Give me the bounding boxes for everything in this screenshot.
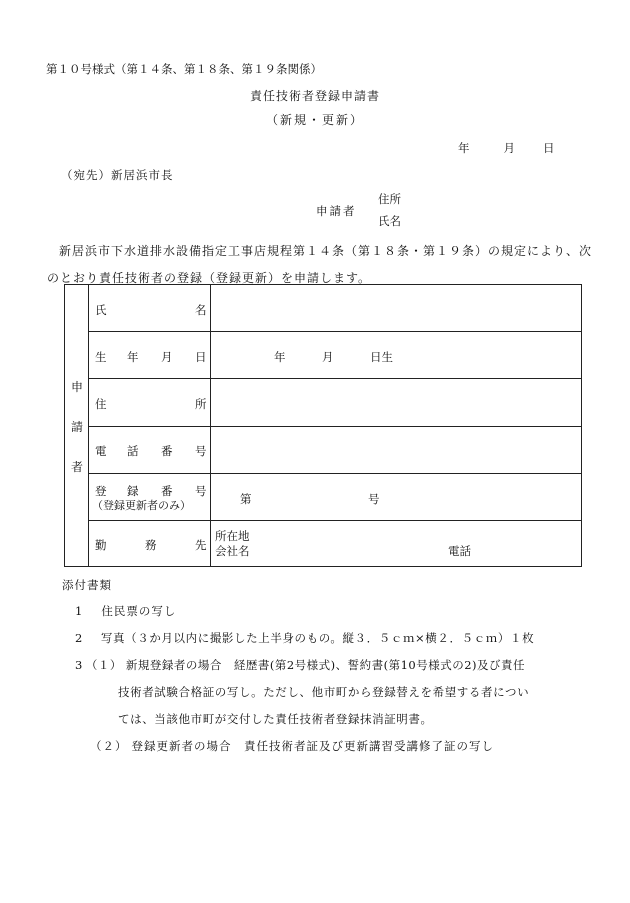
date-month-label: 月 xyxy=(503,141,515,155)
phone-field[interactable] xyxy=(212,430,580,470)
birth-year-label: 年 xyxy=(274,350,286,364)
date-year-label: 年 xyxy=(458,141,470,155)
applicant-name-label: 氏名 xyxy=(378,214,401,228)
page-title: 責任技術者登録申請書 xyxy=(249,89,380,103)
row-divider xyxy=(89,426,581,427)
attachments-heading: 添付書類 xyxy=(62,578,112,592)
date-line xyxy=(458,140,555,156)
applicant-address-label: 住所 xyxy=(378,192,401,206)
row-divider xyxy=(89,520,581,521)
attachment-item-continuation: 技術者試験合格証の写し。ただし、他市町から登録替えを希望する者につい xyxy=(118,685,530,699)
side-label-char: 者 xyxy=(70,460,83,474)
row-divider xyxy=(89,331,581,332)
name-field[interactable] xyxy=(212,289,580,329)
workplace-field[interactable] xyxy=(212,523,580,565)
attachment-item: 2 写真（３か月以内に撮影した上半身のもの。縦３．５ｃｍ×横２．５ｃｍ）１枚 xyxy=(75,631,535,645)
registration-number-field[interactable] xyxy=(212,477,580,517)
attachment-item-continuation: ては、当該他市町が交付した責任技術者登録抹消証明書。 xyxy=(118,712,433,726)
workplace-company-label: 会社名 xyxy=(215,544,250,558)
attachment-item: （２） 登録更新者の場合 責任技術者証及び更新講習受講修了証の写し xyxy=(90,739,494,753)
row-divider xyxy=(89,378,581,379)
side-label-char: 請 xyxy=(70,420,83,434)
workplace-location-label: 所在地 xyxy=(215,529,250,543)
request-statement-text: 新居浜市下水道排水設備指定工事店規程第１４条（第１８条・第１９条）の規定により、次のとおり責任技術者の登録（登録更新）を申請します。 xyxy=(47,244,593,285)
row-divider xyxy=(89,473,581,474)
birth-day-label: 日生 xyxy=(370,350,393,364)
address-field[interactable] xyxy=(212,382,580,422)
workplace-phone-label: 電話 xyxy=(448,544,471,558)
attachment-item: 3 （１） 新規登録者の場合 経歴書(第2号様式)、誓約書(第10号様式の2)及び責任 xyxy=(75,658,526,672)
applicant-label: 申請者 xyxy=(316,204,357,218)
birth-month-label: 月 xyxy=(322,350,334,364)
addressee: （宛先）新居浜市長 xyxy=(61,168,174,182)
birthdate-field[interactable] xyxy=(212,335,580,375)
page-subtitle: （新規・更新） xyxy=(265,113,364,127)
date-day-label: 日 xyxy=(543,141,555,155)
registration-prefix: 第 xyxy=(240,492,252,506)
side-label-char: 申 xyxy=(70,380,83,394)
form-number: 第１０号様式（第１４条、第１８条、第１９条関係） xyxy=(46,62,322,76)
registration-suffix: 号 xyxy=(368,492,380,506)
side-label-column xyxy=(65,285,89,566)
application-table: 申 請 者 氏 名 生 年 月 日 年 月 日生 住 所 電 話 番 号 登 録 番 号 （登録更新者のみ） 第 号 勤 務 先 所在地 会社名 電話 xyxy=(64,284,582,567)
attachment-item: 1 住民票の写し xyxy=(75,604,177,618)
label-registration-note: （登録更新者のみ） xyxy=(92,499,191,512)
